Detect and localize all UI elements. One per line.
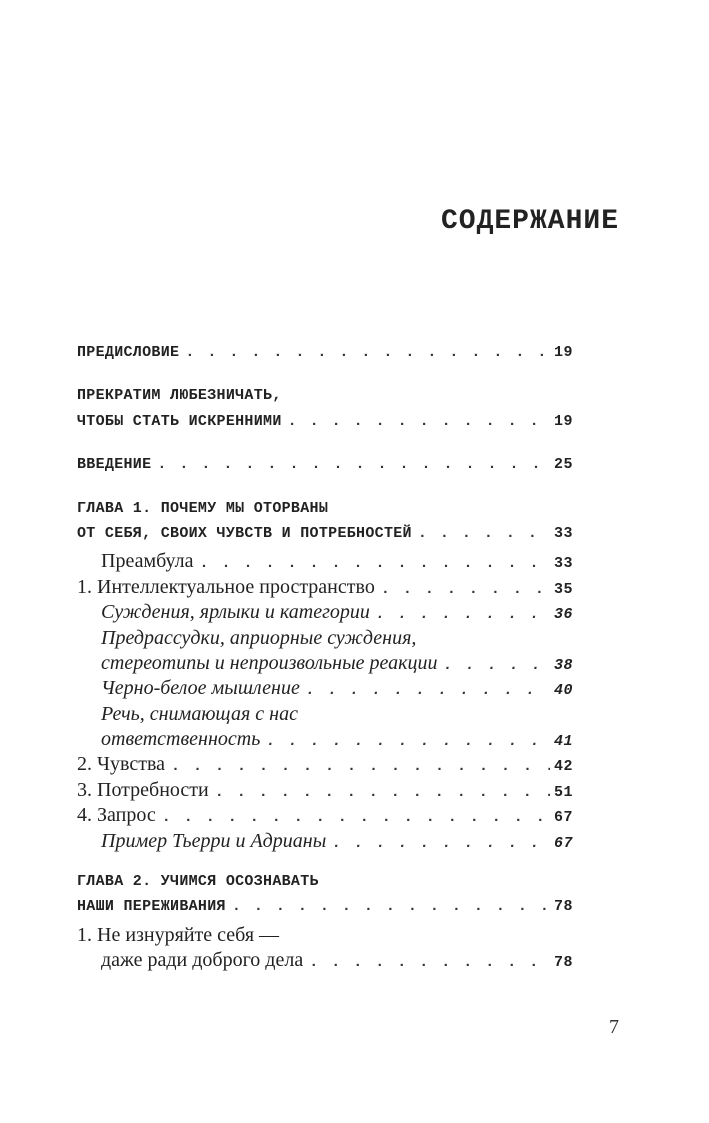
dot-leader: [157, 456, 550, 473]
toc-entry-chapter-2[interactable]: [77, 898, 573, 923]
toc-page-number: 36: [553, 606, 573, 624]
toc-entry-label: ГЛАВА 1. ПОЧЕМУ МЫ ОТОРВАНЫ: [77, 499, 329, 517]
toc-entry-feelings[interactable]: [77, 753, 573, 778]
toc-entry-preamble[interactable]: [77, 550, 573, 575]
toc-page-number: 42: [553, 758, 573, 776]
toc-entry-label: Черно-белое мышление: [101, 677, 300, 700]
toc-page-number: 38: [553, 656, 573, 674]
dot-leader: [185, 344, 550, 361]
dot-leader: [171, 758, 550, 775]
toc-entry-introduction[interactable]: [77, 456, 573, 481]
toc-entry-label: Преамбула: [101, 550, 194, 573]
toc-entry-label: Суждения, ярлыки и категории: [101, 601, 370, 624]
dot-leader: [266, 733, 550, 750]
toc-page-number: 78: [553, 954, 573, 972]
toc-entry-label: Предрассудки, априорные суждения,: [101, 626, 417, 649]
toc-page-number: 78: [553, 898, 573, 916]
toc-entry-heading-line: [77, 500, 573, 525]
toc-entry-label: 2. Чувства: [77, 753, 165, 776]
toc-entry-label: ответственность: [101, 728, 261, 751]
toc-entry-label: ПРЕДИСЛОВИЕ: [77, 344, 180, 361]
toc-entry-preface[interactable]: [77, 344, 573, 369]
toc-entry-heading-line: [77, 627, 573, 652]
toc-page-number: 67: [553, 809, 573, 827]
toc-page-number: 40: [553, 682, 573, 700]
toc-entry-label: 1. Не изнуряйте себя —: [77, 923, 280, 946]
dot-leader: [288, 413, 550, 430]
toc-entry-heading-line: [77, 924, 573, 949]
toc-entry-heading-line: [77, 703, 573, 728]
dot-leader: [376, 606, 550, 623]
toc-page-number: 25: [553, 456, 573, 474]
toc-entry-needs[interactable]: [77, 779, 573, 804]
toc-entry-label: Речь, снимающая с нас: [101, 702, 298, 725]
toc-entry-label: 3. Потребности: [77, 778, 209, 801]
toc-page-number: 33: [553, 555, 573, 573]
toc-entry-heading-line: [77, 873, 573, 898]
toc-entry-label: НАШИ ПЕРЕЖИВАНИЯ: [77, 898, 226, 916]
dot-leader: [309, 954, 550, 971]
toc-entry-label: ПРЕКРАТИМ ЛЮБЕЗНИЧАТЬ,: [77, 387, 282, 405]
dot-leader: [306, 682, 550, 699]
toc-page-number: 35: [553, 580, 573, 598]
dot-leader: [232, 898, 550, 915]
toc-entry-request[interactable]: [77, 804, 573, 829]
toc-entry-example[interactable]: [77, 830, 573, 855]
toc-entry-dont-exhaust[interactable]: [77, 949, 573, 974]
toc-entry-chapter-1[interactable]: [77, 525, 573, 550]
toc-entry-responsibility-speech[interactable]: [77, 728, 573, 753]
toc-entry-label: стереотипы и непроизвольные реакции: [101, 651, 438, 674]
table-of-contents: [77, 344, 573, 975]
toc-page-number: 67: [553, 834, 573, 852]
toc-page-number: 33: [553, 524, 573, 542]
dot-leader: [200, 555, 550, 572]
dot-leader: [215, 784, 550, 801]
toc-entry-label: даже ради доброго дела: [101, 949, 304, 972]
toc-page-number: 51: [553, 783, 573, 801]
toc-entry-black-white-thinking[interactable]: [77, 677, 573, 702]
toc-page-number: 19: [553, 344, 573, 361]
dot-leader: [381, 581, 550, 598]
toc-entry-label: ГЛАВА 2. УЧИМСЯ ОСОЗНАВАТЬ: [77, 873, 319, 891]
toc-entry-label: 4. Запрос: [77, 804, 156, 827]
toc-entry-prejudices[interactable]: [77, 652, 573, 677]
toc-entry-judgments[interactable]: [77, 601, 573, 626]
toc-entry-intellectual-space[interactable]: [77, 576, 573, 601]
toc-entry-label: Пример Тьерри и Адрианы: [101, 829, 327, 852]
toc-page-number: 41: [553, 733, 573, 751]
toc-entry-label: 1. Интеллектуальное пространство: [77, 575, 375, 598]
toc-entry-label: ЧТОБЫ СТАТЬ ИСКРЕННИМИ: [77, 412, 282, 430]
page-title: СОДЕРЖАНИЕ: [440, 206, 619, 237]
dot-leader: [162, 809, 550, 826]
toc-entry-label: ОТ СЕБЯ, СВОИХ ЧУВСТВ И ПОТРЕБНОСТЕЙ: [77, 524, 412, 542]
dot-leader: [332, 835, 550, 852]
page-folio-number: 7: [609, 1016, 619, 1038]
dot-leader: [418, 525, 550, 542]
toc-entry-stop-being-nice[interactable]: [77, 413, 573, 438]
toc-entry-label: ВВЕДЕНИЕ: [77, 456, 152, 474]
toc-entry-heading-line: [77, 387, 573, 412]
toc-page-number: 19: [553, 412, 573, 430]
dot-leader: [443, 657, 550, 674]
